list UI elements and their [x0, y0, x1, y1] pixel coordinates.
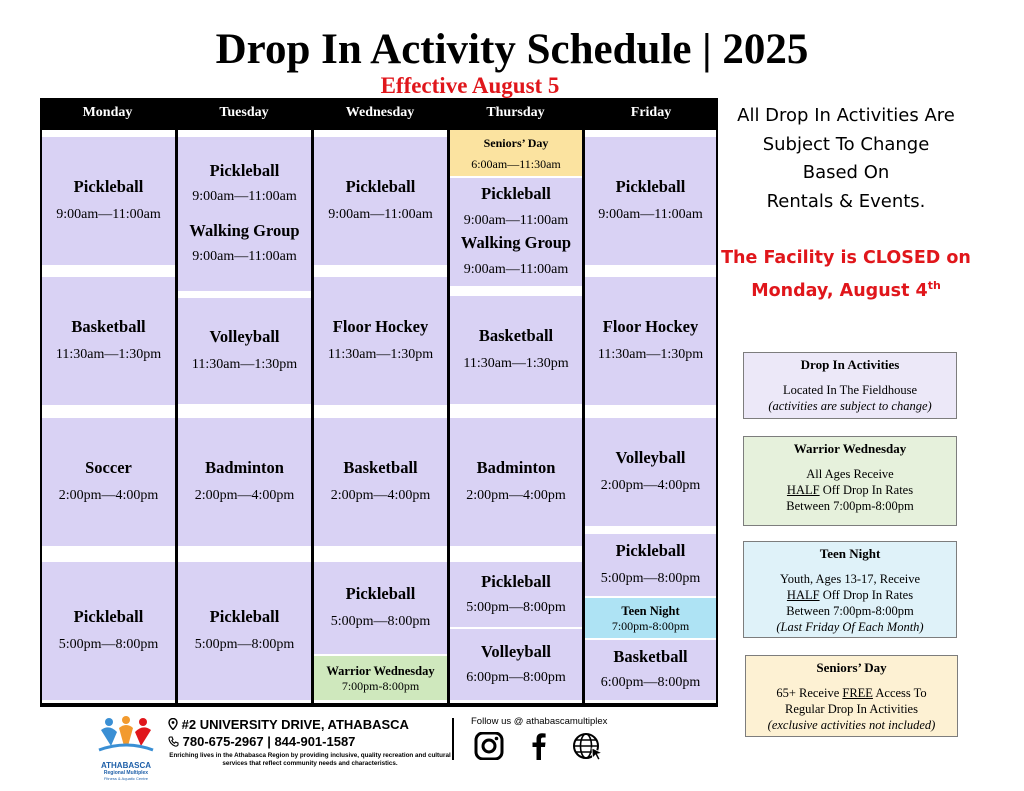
day-header-friday: Friday — [630, 105, 672, 120]
address-line — [168, 716, 458, 733]
activity-name: Pickleball — [73, 177, 144, 196]
legend-title: Seniors’ Day — [816, 660, 887, 675]
legend-text: Access To — [872, 686, 927, 700]
closure-date: Monday, August 4 — [751, 280, 928, 301]
activity-time: 9:00am—11:00am — [463, 213, 569, 228]
activity-time: 2:00pm—4:00pm — [330, 488, 431, 503]
activity-name: Warrior Wednesday — [326, 663, 435, 678]
schedule-block — [450, 178, 582, 286]
logo-name: ATHABASCA — [100, 761, 152, 770]
activity-time: 9:00am—11:00am — [192, 249, 297, 264]
legend-teen-night — [743, 541, 957, 638]
legend-emphasis: HALF — [786, 588, 820, 602]
activity-time: 6:00pm—8:00pm — [466, 669, 566, 685]
column-thursday — [450, 130, 582, 703]
activity-name: Pickleball — [73, 607, 144, 626]
activity-name: Basketball — [71, 317, 146, 336]
legend-text: Off Drop In Rates — [819, 483, 914, 497]
seniors-day-block — [450, 130, 582, 176]
legend-line: Between 7:00pm-8:00pm — [786, 499, 914, 513]
activity-name: Pickleball — [615, 177, 686, 196]
legend-warrior-wednesday — [743, 436, 957, 526]
schedule-block — [42, 418, 175, 546]
activity-name: Basketball — [613, 647, 688, 666]
activity-time: 6:00pm—8:00pm — [600, 675, 701, 690]
legend-text: Off Drop In Rates — [819, 588, 914, 602]
activity-name: Soccer — [85, 458, 132, 477]
activity-time: 5:00pm—8:00pm — [58, 637, 159, 652]
closure-line-1: The Facility is CLOSED on — [721, 248, 971, 268]
notice-line: Rentals & Events. — [766, 190, 926, 212]
activity-name: Badminton — [476, 458, 556, 477]
column-tuesday — [178, 130, 311, 703]
column-wednesday — [314, 130, 447, 703]
activity-time: 9:00am—11:00am — [192, 189, 297, 204]
closure-line-2 — [710, 272, 982, 305]
activity-time: 9:00am—11:00am — [463, 262, 569, 277]
schedule-block — [585, 137, 716, 265]
phone-icon — [168, 736, 179, 747]
effective-date: Effective August 5 — [380, 73, 560, 98]
facebook-icon[interactable] — [531, 732, 547, 765]
schedule-block — [178, 418, 311, 546]
schedule-block — [450, 418, 582, 546]
legend-title: Drop In Activities — [800, 357, 900, 372]
activity-time: 2:00pm—4:00pm — [58, 488, 159, 503]
day-header-tuesday: Tuesday — [219, 105, 269, 120]
activity-name: Teen Night — [621, 603, 680, 618]
activity-time: 5:00pm—8:00pm — [330, 614, 431, 629]
activity-name: Floor Hockey — [332, 317, 429, 336]
day-header-thursday: Thursday — [486, 105, 545, 120]
activity-time: 11:30am—1:30pm — [327, 347, 434, 362]
activity-time: 11:30am—1:30pm — [55, 347, 162, 362]
activity-name: Pickleball — [209, 607, 280, 626]
legend-line: Between 7:00pm-8:00pm — [786, 604, 914, 618]
activity-time: 6:00am—11:30am — [471, 156, 561, 171]
logo-figures-icon — [95, 716, 157, 756]
activity-time: 11:30am—1:30pm — [597, 347, 704, 362]
legend-title: Teen Night — [819, 546, 881, 561]
schedule-block — [42, 277, 175, 405]
phone-line — [168, 733, 458, 750]
location-pin-icon — [168, 718, 178, 730]
legend-line: Located In The Fieldhouse — [782, 383, 918, 397]
activity-name: Pickleball — [481, 571, 551, 591]
schedule-block — [42, 562, 175, 700]
activity-name: Seniors’ Day — [483, 135, 549, 150]
activity-name: Volleyball — [615, 448, 686, 467]
legend-line — [744, 587, 956, 603]
activity-time: 11:30am—1:30pm — [191, 357, 298, 372]
schedule-block — [178, 298, 311, 404]
activity-time: 7:00pm-8:00pm — [341, 678, 420, 693]
activity-time: 2:00pm—4:00pm — [194, 488, 295, 503]
legend-line: (Last Friday Of Each Month) — [776, 620, 924, 634]
legend-line — [746, 685, 957, 701]
notice-line: Based On — [802, 162, 890, 183]
activity-name: Pickleball — [345, 177, 416, 196]
schedule-block — [42, 137, 175, 265]
closure-date-suffix: th — [927, 279, 941, 292]
notice-line: All Drop In Activities Are — [737, 105, 955, 126]
legend-line: (activities are subject to change) — [768, 399, 932, 413]
schedule-block — [450, 629, 582, 700]
schedule-block — [314, 277, 447, 405]
tagline: Enriching lives in the Athabasca Region by providing inclusive, quality recreation and cultural services that reflect community needs and characteristics. — [169, 752, 451, 767]
logo-subtitle-2: Fitness & Aquatic Centre — [103, 776, 149, 781]
activity-name: Volleyball — [209, 327, 280, 346]
activity-time: 9:00am—11:00am — [328, 207, 433, 222]
schedule-grid — [40, 98, 718, 707]
column-friday — [585, 130, 716, 703]
closure-notice — [710, 245, 982, 305]
activity-time: 9:00am—11:00am — [56, 207, 161, 222]
legend-drop-in — [743, 352, 957, 419]
activity-name: Basketball — [478, 326, 554, 345]
activity-name: Basketball — [343, 458, 418, 477]
teen-night-block — [585, 598, 716, 638]
schedule-block — [314, 418, 447, 546]
schedule-block — [585, 640, 716, 700]
activity-name: Floor Hockey — [602, 317, 699, 336]
instagram-icon[interactable] — [474, 732, 504, 765]
legend-line: (exclusive activities not included) — [767, 718, 936, 732]
legend-emphasis: HALF — [786, 483, 820, 497]
legend-line — [744, 482, 956, 498]
legend-text: 65+ Receive — [776, 686, 843, 700]
legend-line: All Ages Receive — [806, 467, 894, 481]
page-title: Drop In Activity Schedule | 2025 — [215, 26, 809, 73]
schedule-block — [585, 418, 716, 526]
activity-time: 2:00pm—4:00pm — [466, 488, 566, 503]
activity-name: Walking Group — [189, 221, 300, 240]
schedule-block — [450, 296, 582, 404]
footer-contact — [168, 716, 458, 768]
schedule-block — [585, 277, 716, 405]
legend-line: Youth, Ages 13-17, Receive — [779, 572, 921, 586]
activity-time: 5:00pm—8:00pm — [600, 571, 701, 586]
schedule-block — [450, 562, 582, 627]
schedule-block — [178, 137, 311, 291]
address-text: #2 UNIVERSITY DRIVE, ATHABASCA — [181, 717, 409, 732]
activity-time: 5:00pm—8:00pm — [466, 599, 566, 615]
schedule-block — [585, 534, 716, 596]
activity-name: Pickleball — [615, 541, 686, 560]
follow-text: Follow us @ athabascamultiplex — [471, 716, 608, 727]
activity-time: 2:00pm—4:00pm — [600, 478, 701, 493]
activity-name: Walking Group — [460, 233, 572, 252]
activity-name: Pickleball — [481, 184, 551, 203]
column-monday — [42, 130, 175, 703]
schedule-block — [314, 562, 447, 654]
day-header-monday: Monday — [82, 105, 133, 120]
notice-line: Subject To Change — [762, 133, 930, 155]
activity-time: 7:00pm-8:00pm — [611, 618, 690, 633]
globe-icon[interactable] — [572, 732, 604, 765]
legend-line: Regular Drop In Activities — [785, 702, 918, 716]
activity-name: Volleyball — [481, 641, 551, 661]
change-notice — [722, 102, 970, 216]
activity-time: 9:00am—11:00am — [598, 207, 703, 222]
phone-text: 780-675-2967 | 844-901-1587 — [182, 734, 356, 749]
warrior-wednesday-block — [314, 656, 447, 700]
activity-name: Pickleball — [345, 584, 416, 603]
activity-name: Pickleball — [209, 161, 280, 180]
multiplex-logo — [95, 716, 157, 788]
schedule-block — [314, 137, 447, 265]
legend-emphasis: FREE — [842, 686, 873, 700]
legend-title: Warrior Wednesday — [793, 441, 907, 456]
activity-time: 5:00pm—8:00pm — [194, 637, 295, 652]
activity-name: Badminton — [205, 458, 284, 477]
schedule-block — [178, 562, 311, 700]
day-header-wednesday: Wednesday — [345, 105, 415, 120]
footer-divider — [452, 718, 454, 760]
activity-time: 11:30am—1:30pm — [463, 356, 569, 371]
legend-seniors-day — [745, 655, 958, 737]
logo-subtitle: Regional Multiplex — [103, 770, 149, 776]
